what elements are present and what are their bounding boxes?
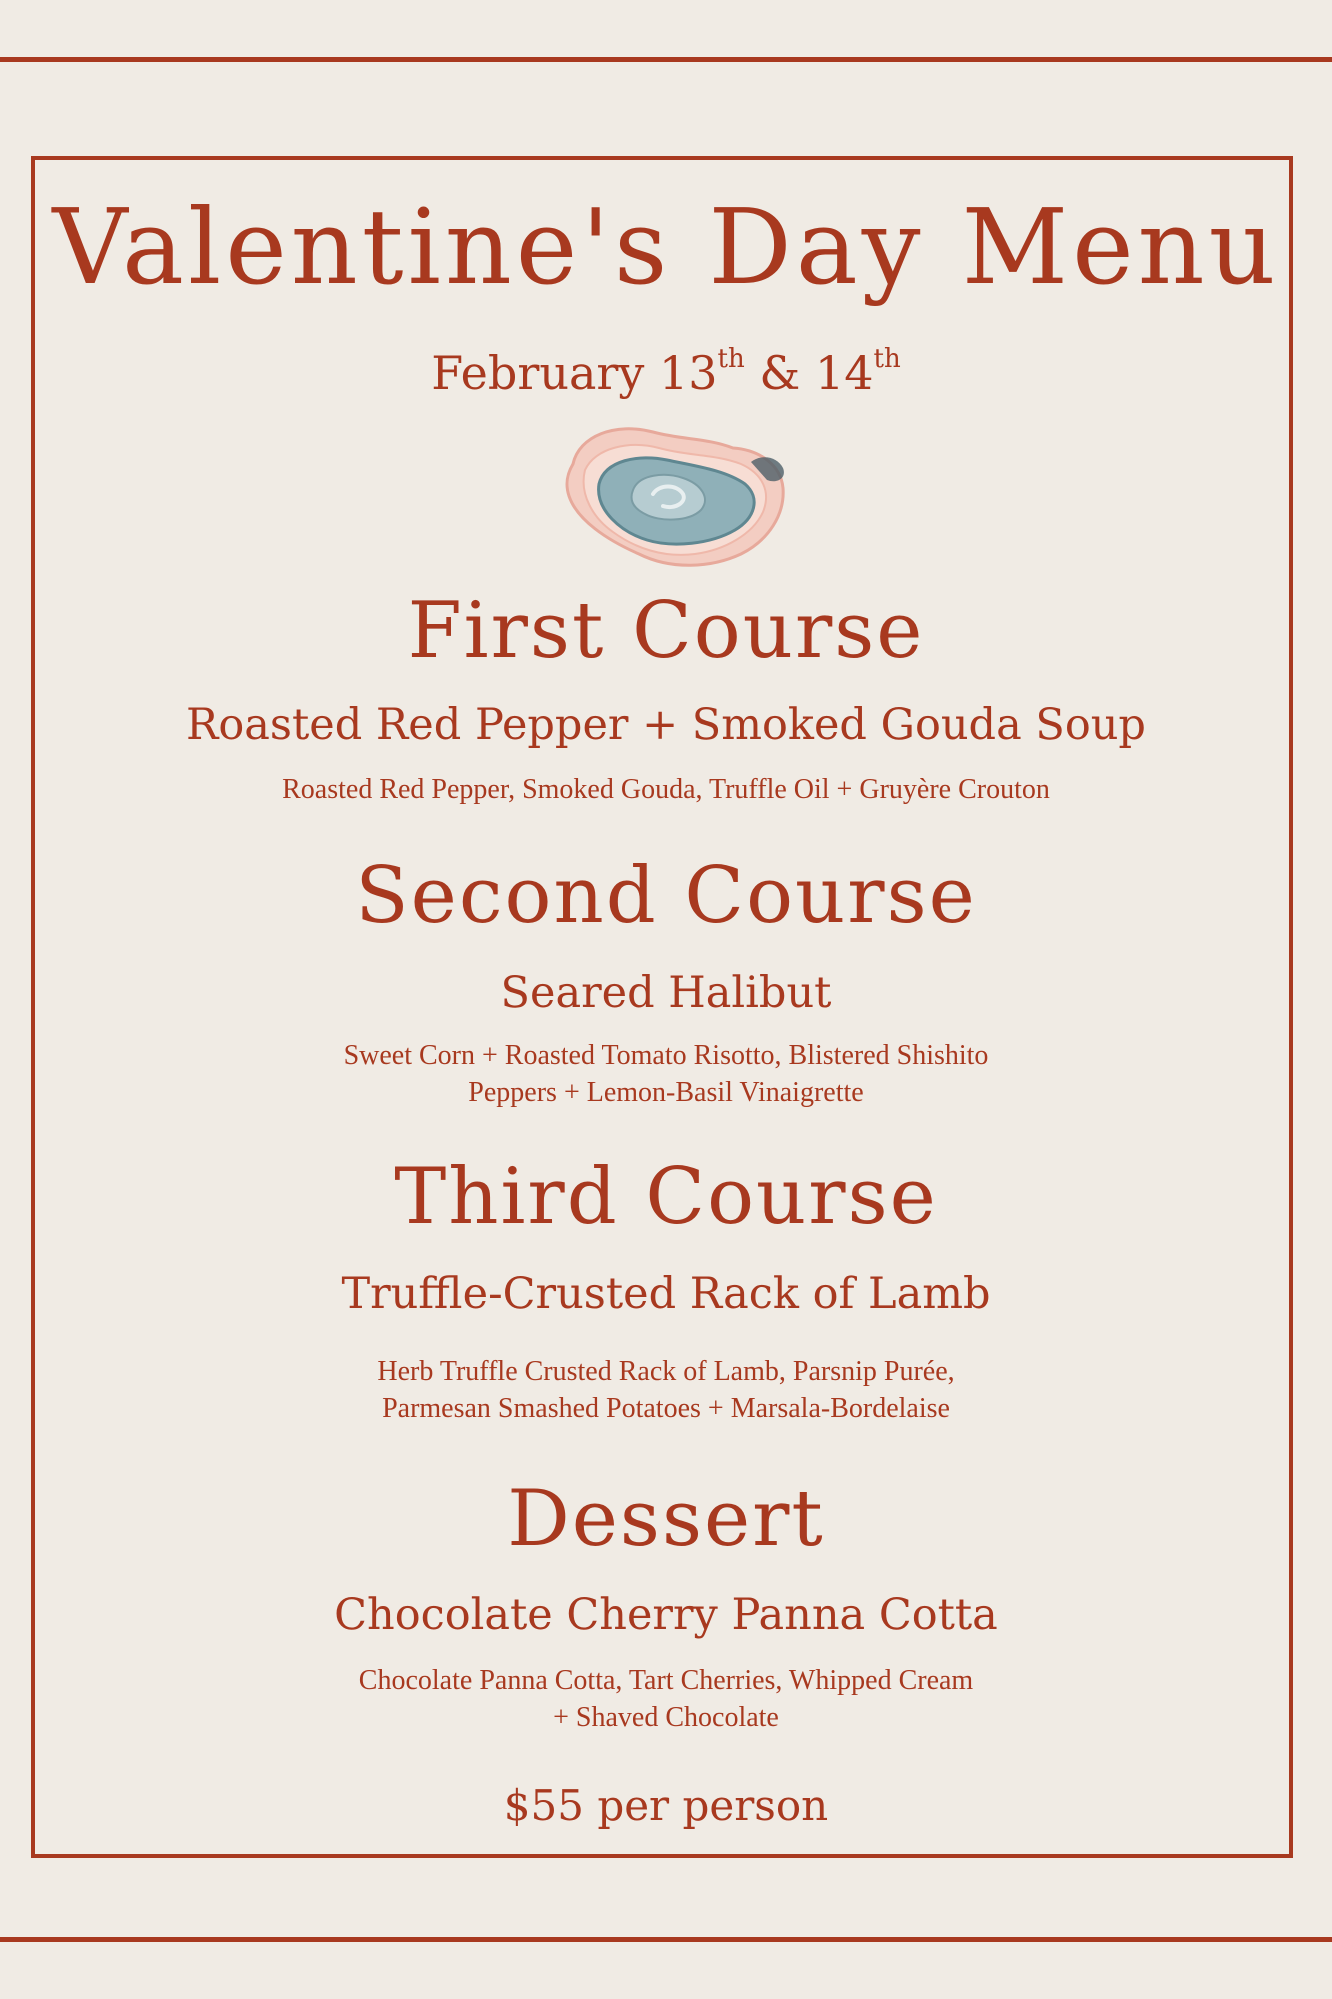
dish-description-third — [0, 1353, 1332, 1427]
bottom-rule — [0, 1937, 1332, 1942]
dish-description-second — [0, 1037, 1332, 1111]
course-heading-third: Third Course — [394, 1152, 938, 1242]
dates-day1-suffix: th — [717, 344, 745, 374]
dates-day2: 14 — [814, 346, 874, 400]
course-heading-dessert: Dessert — [507, 1474, 825, 1564]
top-rule — [0, 57, 1332, 62]
description-line: Roasted Red Pepper, Smoked Gouda, Truffle Oil + Gruyère Crouton — [282, 774, 1050, 805]
description-line: + Shaved Chocolate — [553, 1702, 779, 1733]
course-heading-first: First Course — [407, 586, 925, 676]
dates-month: February — [431, 346, 645, 400]
menu-title: Valentine's Day Menu — [52, 186, 1280, 308]
description-line: Chocolate Panna Cotta, Tart Cherries, Whipped Cream — [358, 1665, 974, 1696]
menu-dates — [0, 344, 1332, 400]
dates-joiner: & — [759, 346, 801, 400]
description-line: Herb Truffle Crusted Rack of Lamb, Parsnip Purée, — [377, 1356, 955, 1387]
dish-description-first — [0, 771, 1332, 808]
dish-name-dessert: Chocolate Cherry Panna Cotta — [334, 1590, 998, 1640]
dates-day1: 13 — [659, 346, 718, 400]
description-line: Parmesan Smashed Potatoes + Marsala-Bordelaise — [382, 1393, 950, 1424]
course-heading-second: Second Course — [355, 851, 977, 941]
description-line: Peppers + Lemon-Basil Vinaigrette — [468, 1077, 864, 1108]
oyster-illustration — [555, 418, 791, 572]
description-line: Sweet Corn + Roasted Tomato Risotto, Blistered Shishito — [343, 1040, 989, 1071]
dates-day2-suffix: th — [873, 344, 901, 374]
dish-name-second: Seared Halibut — [500, 968, 832, 1018]
dish-name-first: Roasted Red Pepper + Smoked Gouda Soup — [186, 700, 1146, 750]
menu-price: $55 per person — [503, 1781, 829, 1830]
dish-name-third: Truffle-Crusted Rack of Lamb — [341, 1269, 991, 1319]
dish-description-dessert — [0, 1662, 1332, 1736]
